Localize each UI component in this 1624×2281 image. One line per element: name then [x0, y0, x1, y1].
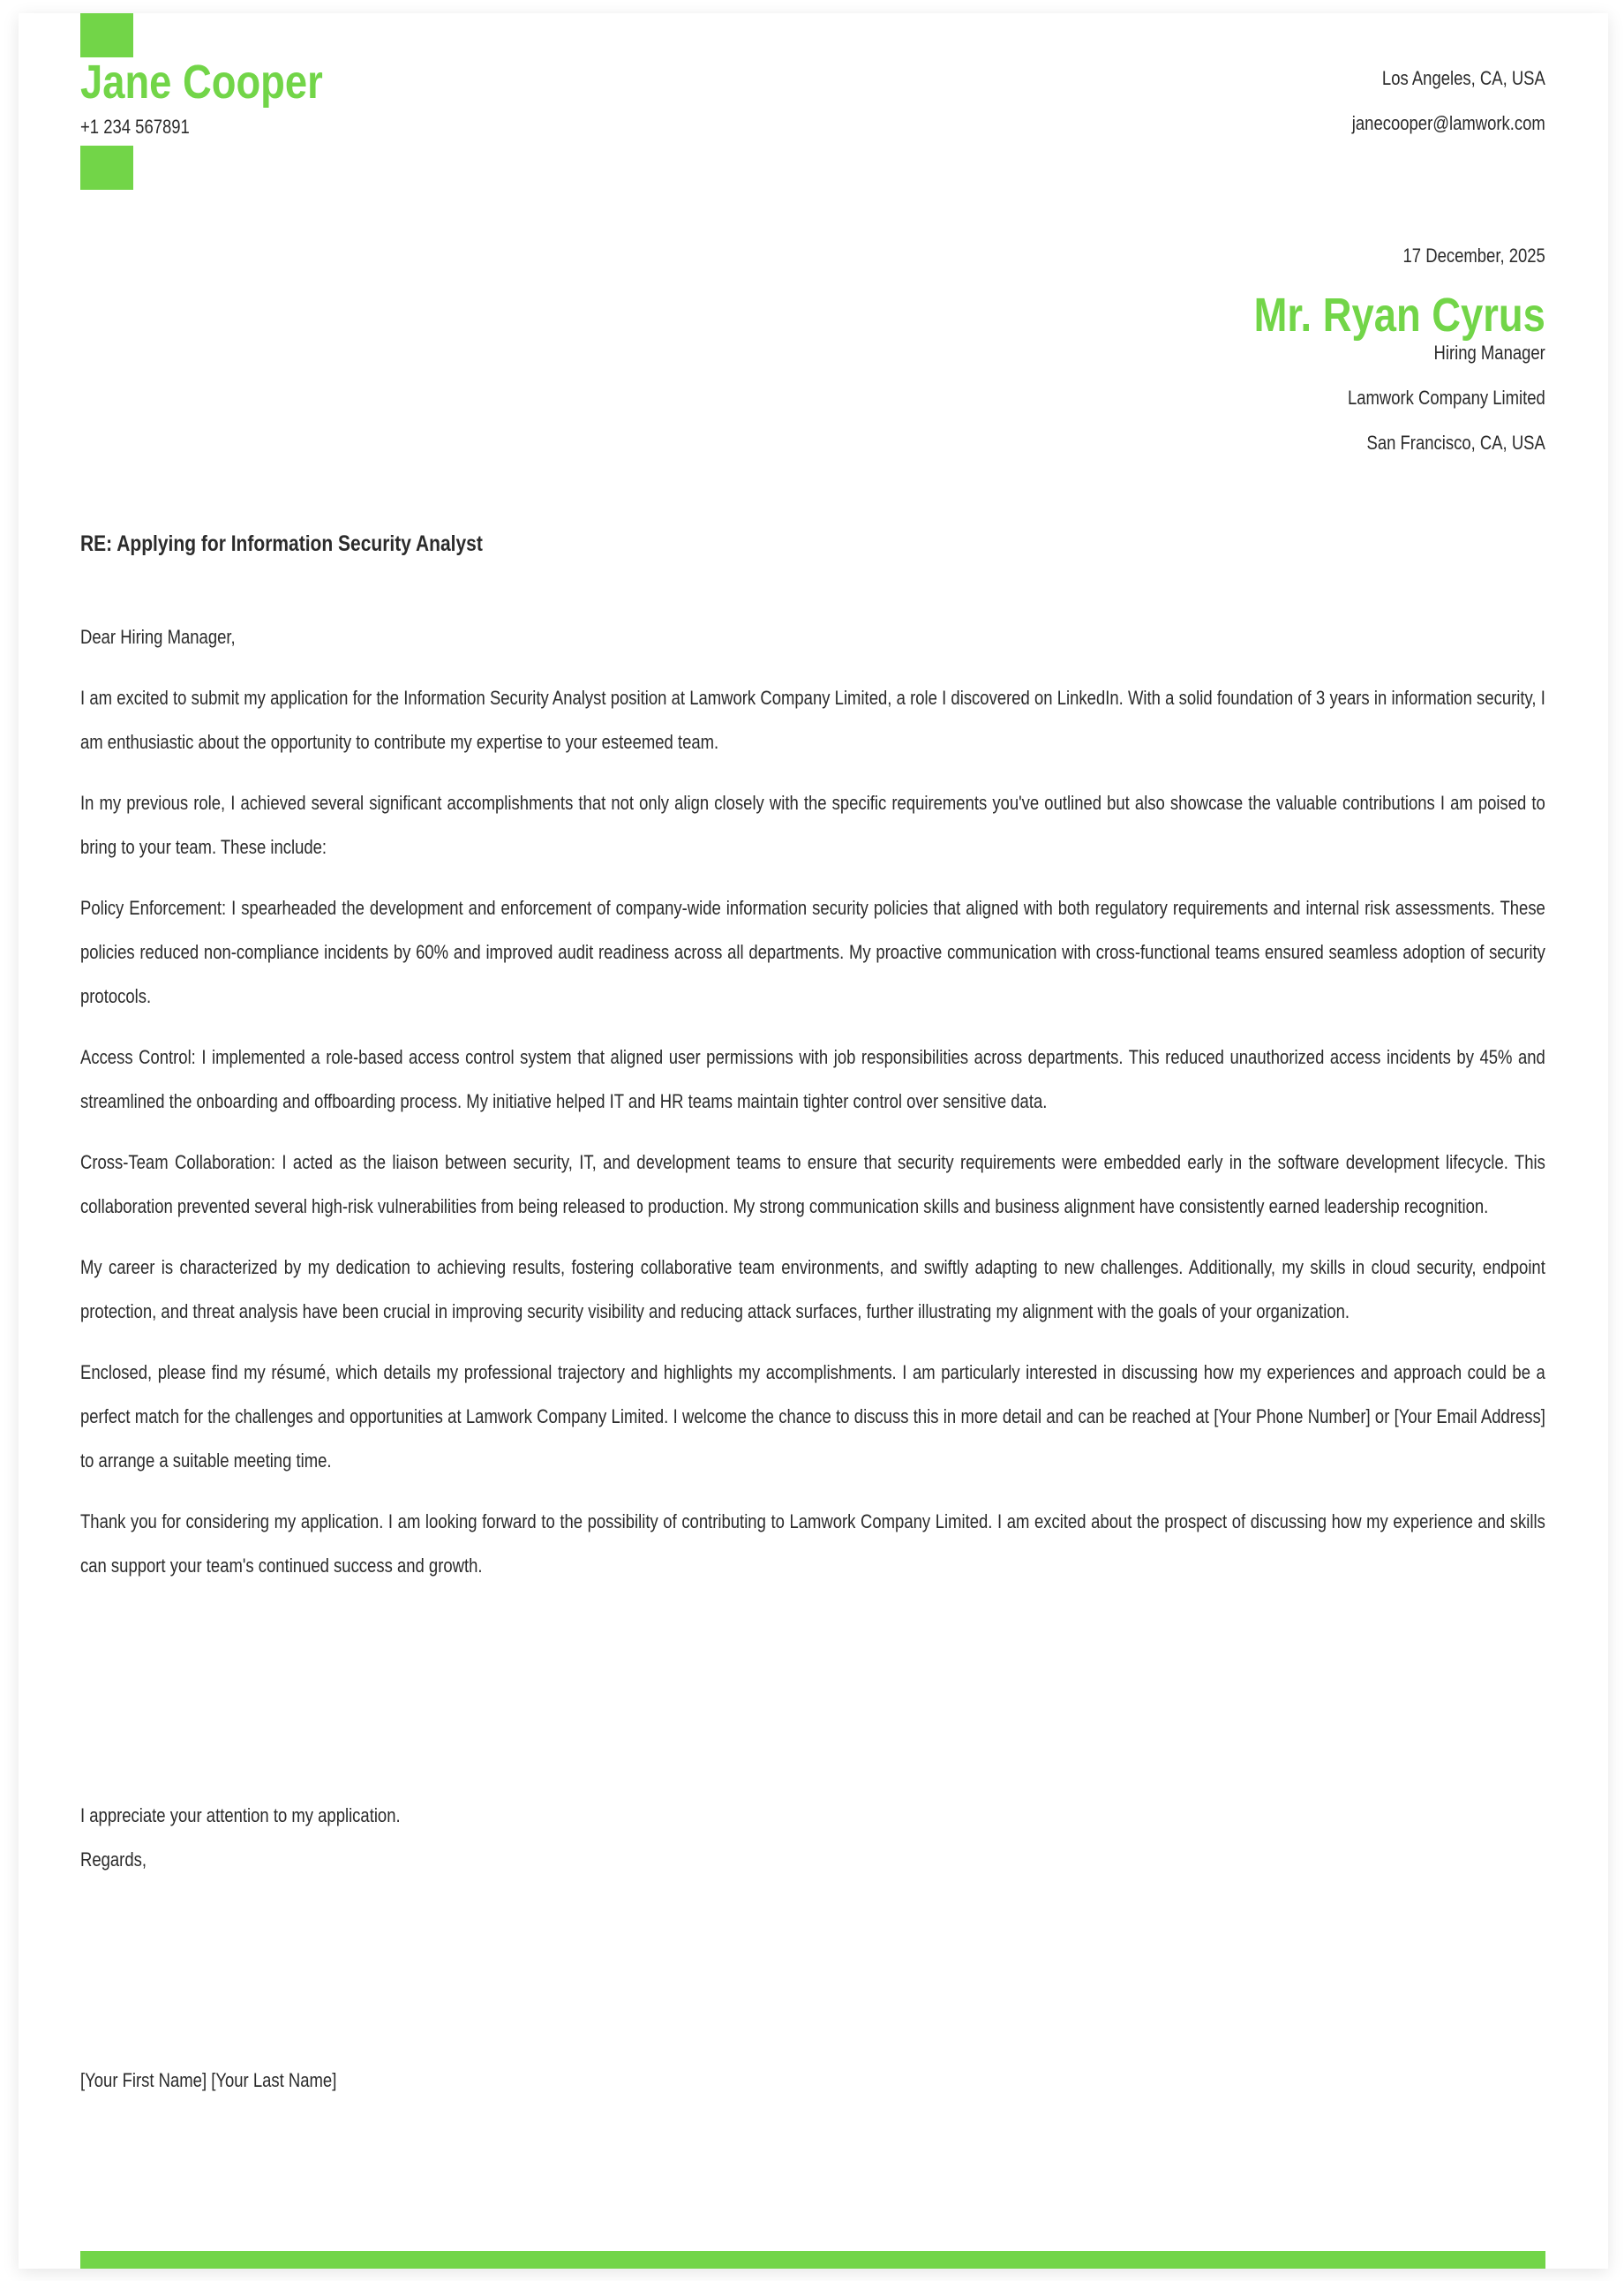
- paragraph: My career is characterized by my dedication to achieving results, fostering collaborative team environments, and swiftly adapting to new challenges. Additionally, my skills in cloud security, endpoint protection, and threat analysis have been crucial in improving security visibility and reducing attack surfaces, further illustrating my alignment with the goals of your organization.: [80, 1256, 1545, 1322]
- sender-contact: [80, 65, 1545, 137]
- accent-square-bottom: [80, 146, 133, 190]
- paragraph: In my previous role, I achieved several significant accomplishments that not only align closely with the specific requirements you've outlined but also showcase the valuable contributions I am poised to bring to your team. These include:: [80, 792, 1545, 858]
- paragraph: Policy Enforcement: I spearheaded the development and enforcement of company-wide information security policies that aligned with both regulatory requirements and internal risk assessments. These policies reduced non-compliance incidents by 60% and improved audit readiness across all departments. My proactive communication with cross-functional teams ensured seamless adoption of security protocols.: [80, 897, 1545, 1007]
- recipient-name: Mr. Ryan Cyrus: [1253, 289, 1545, 342]
- sender-name: Jane Cooper: [80, 56, 323, 109]
- paragraph: I am excited to submit my application for the Information Security Analyst position at Lamwork Company Limited, a role I discovered on LinkedIn. With a solid foundation of 3 years in information security, I am enthusiastic about the opportunity to contribute my expertise to your esteemed team.: [80, 687, 1545, 753]
- closing-block: [80, 1803, 1545, 2094]
- footer-accent-bar: [80, 2251, 1545, 2269]
- closing-line: I appreciate your attention to my application.: [80, 1804, 401, 1826]
- subject-line: RE: Applying for Information Security Analyst: [80, 531, 483, 556]
- paragraph: Enclosed, please find my résumé, which details my professional trajectory and highlights my accomplishments. I am particularly interested in discussing how my experiences and approach could be a perfect match for the challenges and opportunities at Lamwork Company Limited. I welcome the chance to discuss this in more detail and can be reached at [Your Phone Number] or [Your Email Address] to arrange a suitable meeting time.: [80, 1361, 1545, 1472]
- recipient-location: San Francisco, CA, USA: [1366, 432, 1545, 454]
- paragraph: Thank you for considering my application. I am looking forward to the possibility of contributing to Lamwork Company Limited. I am excited about the prospect of discussing how my experience and skills can support your team's continued success and growth.: [80, 1510, 1545, 1577]
- letter-page: [19, 13, 1608, 2269]
- letter-body: [80, 531, 1545, 1605]
- accent-square-top: [80, 13, 133, 57]
- salutation: Dear Hiring Manager,: [80, 626, 236, 648]
- recipient-block: [80, 243, 1545, 456]
- sender-email: janecooper@lamwork.com: [1351, 112, 1545, 134]
- paragraph: Cross-Team Collaboration: I acted as the liaison between security, IT, and development teams to ensure that security requirements were embedded early in the software development lifecycle. This collaboration prevented several high-risk vulnerabilities from being released to production. My strong communication skills and business alignment have consistently earned leadership recognition.: [80, 1151, 1545, 1217]
- recipient-title: Hiring Manager: [1433, 342, 1545, 364]
- paragraph: Access Control: I implemented a role-based access control system that aligned user permissions with job responsibilities across departments. This reduced unauthorized access incidents by 45% and streamlined the onboarding and offboarding process. My initiative helped IT and HR teams maintain tighter control over sensitive data.: [80, 1046, 1545, 1112]
- sender-phone: +1 234 567891: [80, 116, 190, 138]
- recipient-company: Lamwork Company Limited: [1347, 387, 1545, 409]
- signature-name: [Your First Name] [Your Last Name]: [80, 2069, 337, 2091]
- letter-date: 17 December, 2025: [1402, 245, 1545, 267]
- closing-signoff: Regards,: [80, 1848, 147, 1871]
- sender-location: Los Angeles, CA, USA: [1381, 67, 1545, 89]
